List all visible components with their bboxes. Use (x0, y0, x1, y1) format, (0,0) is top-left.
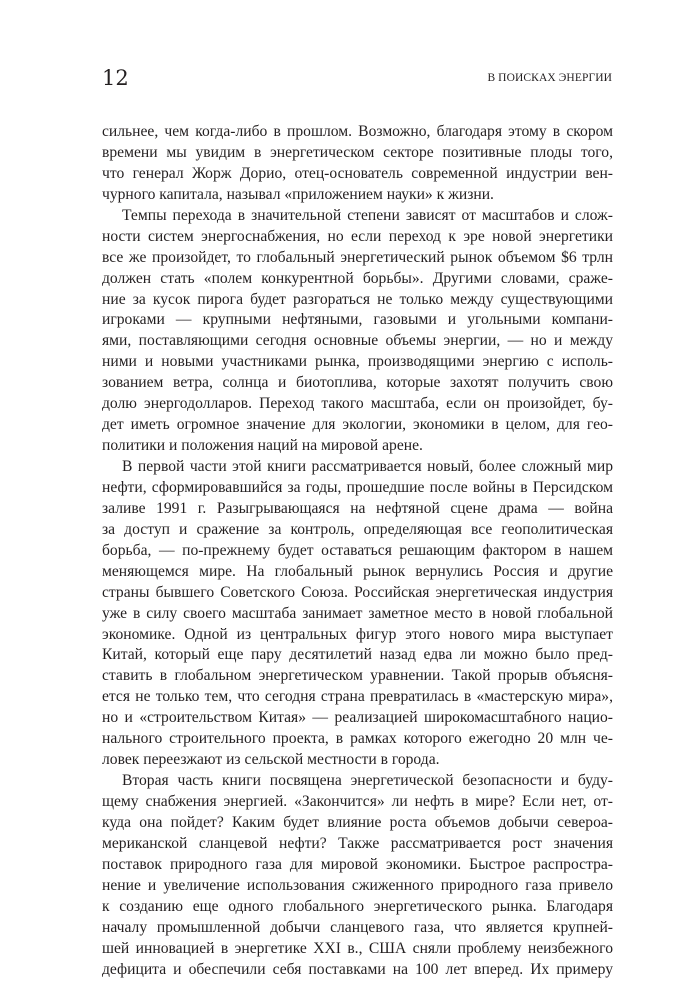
page-number: 12 (102, 66, 129, 90)
text-line: мериканской сланцевой нефти? Также рассматривается рост значения (102, 834, 613, 852)
text-line: нефти, сформировавшийся за годы, прошедшие после войны в Персидском (102, 478, 613, 496)
text-line: ними и новыми участниками рынка, производящими энергию с исполь- (102, 353, 613, 371)
text-line: дефицита и обеспечили себя поставками на 100 лет вперед. Их примеру (102, 960, 613, 978)
text-line: должен стать «полем конкурентной борьбы». Другими словами, сраже- (102, 269, 613, 287)
text-line: шей инновацией в энергетике XXI в., США сняли проблему неизбежного (102, 939, 613, 957)
text-line: ние за кусок пирога будет разгораться не только между существующими (102, 290, 613, 308)
text-line: нение и увеличение использования сжиженного природного газа привело (102, 876, 613, 894)
text-line: Темпы перехода в значительной степени зависят от масштабов и слож- (122, 206, 613, 224)
body-text (102, 122, 613, 980)
text-line: Китай, который еще пару десятилетий назад едва ли можно было пред- (102, 646, 613, 664)
text-line: долю энергодолларов. Переход такого масштаба, если он произойдет, бу- (102, 395, 613, 413)
text-line: ями, поставляющими сегодня основные объемы энергии, — но и между (102, 332, 613, 350)
text-line: щему снабжения энергией. «Закончится» ли нефть в мире? Если нет, от- (102, 793, 613, 810)
text-line: куда она пойдет? Каким будет влияние роста объемов добычи североа- (102, 813, 613, 831)
text-line: но и «строительством Китая» — реализацией широкомасштабного нацио- (102, 709, 613, 727)
text-line: заливе 1991 г. Разыгрывающаяся на нефтяной сцене драма — война (102, 499, 613, 517)
text-line: ется не только тем, что сегодня страна превратилась в «мастерскую мира», (102, 688, 613, 706)
text-line: страны бывшего Советского Союза. Российская энергетическая индустрия (102, 583, 613, 601)
text-line: В первой части этой книги рассматривается новый, более сложный мир (122, 458, 613, 475)
text-line: поставок природного газа для мировой экономики. Быстрое распростра- (102, 855, 613, 873)
text-line: что генерал Жорж Дорио, отец-основатель современной индустрии вен- (102, 164, 613, 182)
text-line: ставить в глобальном энергетическом уравнении. Такой прорыв объясня- (102, 667, 613, 685)
text-line: меняющемся мире. На глобальный рынок вернулись Россия и другие (102, 562, 613, 580)
paragraph-4 (102, 771, 613, 980)
text-line: к созданию еще одного глобального энергетического рынка. Благодаря (102, 897, 613, 915)
text-line: ности систем энергоснабжения, но если переход к эре новой энергетики (102, 227, 613, 245)
text-line: дет иметь огромное значение для экологии, экономики в целом, для гео- (102, 416, 613, 434)
text-line: началу промышленной добычи сланцевого газа, что является крупней- (102, 918, 613, 936)
paragraph-1 (102, 122, 613, 206)
text-line: уже в силу своего масштаба занимает заметное место в новой глобальной (102, 604, 613, 622)
text-line: Вторая часть книги посвящена энергетической безопасности и буду- (122, 772, 613, 790)
paragraph-3 (102, 457, 613, 771)
paragraph-2 (102, 206, 613, 457)
text-line: за доступ и сражение за контроль, определяющая все геополитическая (102, 520, 613, 538)
text-line: зованием ветра, солнца и биотоплива, которые захотят получить свою (102, 374, 613, 392)
text-line: сильнее, чем когда-либо в прошлом. Возможно, благодаря этому в скором (102, 123, 613, 140)
text-line: борьба, — по-прежнему будет оставаться решающим фактором в нашем (102, 541, 613, 559)
text-line: экономике. Одной из центральных фигур этого нового мира выступает (102, 625, 613, 643)
running-head: В ПОИСКАХ ЭНЕРГИИ (487, 72, 612, 84)
text-line: политики и положения наций на мировой арене. (102, 437, 423, 455)
text-line: времени мы увидим в энергетическом секторе позитивные плоды того, (102, 143, 613, 161)
text-line: чурного капитала, называл «приложением науки» к жизни. (102, 185, 494, 203)
text-line: ловек переезжают из сельской местности в города. (102, 751, 440, 769)
text-line: нального строительного проекта, в рамках которого ежегодно 20 млн че- (102, 730, 613, 748)
text-line: игроками — крупными нефтяными, газовыми и угольными компани- (102, 311, 613, 329)
text-line: все же произойдет, то глобальный энергетический рынок объемом $6 трлн (102, 248, 613, 266)
